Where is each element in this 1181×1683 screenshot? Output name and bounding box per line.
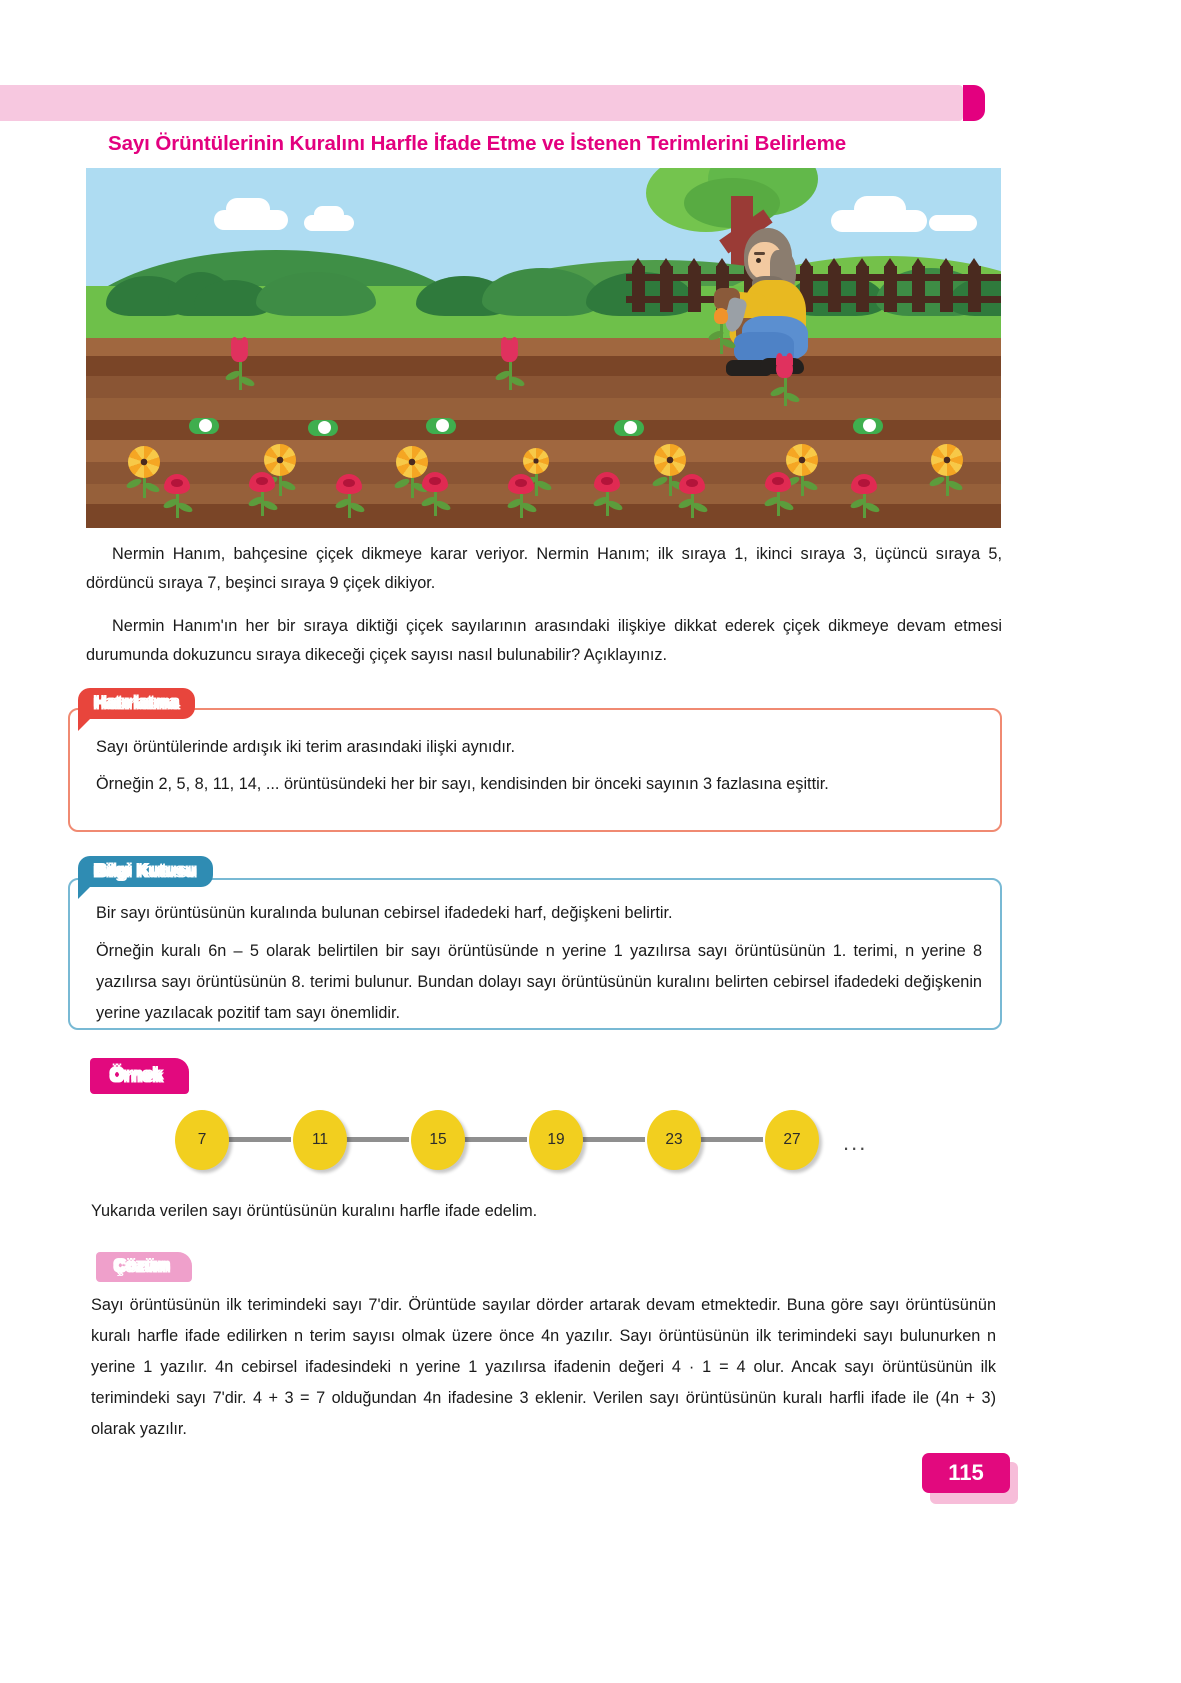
fence xyxy=(86,266,1001,318)
pattern-node: 11 xyxy=(293,1110,347,1170)
garden-illustration xyxy=(86,168,1001,528)
fence-picket xyxy=(940,266,953,312)
fence-picket xyxy=(660,266,673,312)
reminder-box-tag: Hatırlatma xyxy=(78,688,195,719)
fence-picket xyxy=(856,266,869,312)
fence-picket xyxy=(912,266,925,312)
solution-text: Sayı örüntüsünün ilk terimindeki sayı 7'dir. Örüntüde sayılar dörder artarak devam etmektedir. Buna göre sayı örüntüsünün kuralı harfle ifade edilirken n terim sayısı olmak üzere önce 4n yazılır. Sayı örüntüsünün ilk terimindeki sayı bulunurken n yerine 1 yazılır. 4n cebirsel ifadesindeki n yerine 1 yazılırsa ifadenin değeri 4 · 1 = 4 olur. Ancak sayı örüntüsünün ilk terimindeki sayı 7'dir. 4 + 3 = 7 olduğundan 4n ifadesine 3 eklenir. Verilen sayı örüntüsünün kuralı harfli ifade ile (4n + 3) olarak yazılır. xyxy=(91,1296,996,1438)
page-number: 115 xyxy=(922,1453,1010,1493)
page-title: Sayı Örüntülerinin Kuralını Harfle İfade Etme ve İstenen Terimlerini Belirleme xyxy=(108,132,847,155)
pattern-link xyxy=(227,1137,291,1142)
cloud-icon xyxy=(854,196,906,222)
pattern-ellipsis: ... xyxy=(843,1130,868,1155)
pattern-node: 15 xyxy=(411,1110,465,1170)
header-decorative-bar xyxy=(0,85,1000,121)
pattern-link xyxy=(463,1137,527,1142)
fence-picket xyxy=(884,266,897,312)
pattern-link xyxy=(581,1137,645,1142)
cloud-icon xyxy=(929,215,977,231)
solution-tag: Çözüm xyxy=(96,1252,192,1282)
cloud-icon xyxy=(226,198,270,220)
info-box-line-1: Bir sayı örüntüsünün kuralında bulunan cebirsel ifadedeki harf, değişkeni belirtir. xyxy=(96,904,673,922)
header-bar-cap xyxy=(963,85,985,121)
intro-paragraph-1 xyxy=(86,540,1002,598)
pattern-node: 7 xyxy=(175,1110,229,1170)
number-pattern-chain xyxy=(175,1110,935,1188)
pattern-node: 27 xyxy=(765,1110,819,1170)
reminder-box-line-2: Örneğin 2, 5, 8, 11, 14, ... örüntüsündeki her bir sayı, kendisinden bir önceki sayının 3 fazlasına eşittir. xyxy=(96,775,829,793)
pattern-node: 19 xyxy=(529,1110,583,1170)
pattern-link xyxy=(699,1137,763,1142)
pattern-link xyxy=(345,1137,409,1142)
reminder-box-line-1: Sayı örüntülerinde ardışık iki terim arasındaki ilişki aynıdır. xyxy=(96,738,515,756)
info-box-line-2: Örneğin kuralı 6n – 5 olarak belirtilen bir sayı örüntüsünde n yerine 1 yazılırsa sayı örüntüsünün 1. terimi, n yerine 8 yazılırsa sayı örüntüsünün 8. terimi bulunur. Bundan dolayı sayı örüntüsünün kuralını belirten cebirsel ifadedeki değişkenin yerine yazılacak pozitif tam sayı önemlidir. xyxy=(96,942,982,1022)
fence-picket xyxy=(968,266,981,312)
example-tag: Örnek xyxy=(90,1058,189,1094)
gardener-figure xyxy=(686,220,856,380)
header-bar-fill xyxy=(0,85,963,121)
info-box-tag: Bilgi Kutusu xyxy=(78,856,213,887)
pattern-node: 23 xyxy=(647,1110,701,1170)
intro-paragraph-2 xyxy=(86,612,1002,670)
cloud-icon xyxy=(314,206,344,223)
fence-picket xyxy=(632,266,645,312)
intro-paragraph-1-text: Nermin Hanım, bahçesine çiçek dikmeye karar veriyor. Nermin Hanım; ilk sıraya 1, ikinci sıraya 3, üçüncü sıraya 5, dördüncü sıraya 7, beşinci sıraya 9 çiçek dikiyor. xyxy=(86,545,1002,592)
example-prompt: Yukarıda verilen sayı örüntüsünün kuralını harfle ifade edelim. xyxy=(91,1202,538,1220)
intro-paragraph-2-text: Nermin Hanım'ın her bir sıraya diktiği çiçek sayılarının arasındaki ilişkiye dikkat ederek çiçek dikmeye devam etmesi durumunda dokuzuncu sıraya dikeceği çiçek sayısı nasıl bulunabilir? Açıklayınız. xyxy=(86,617,1002,664)
